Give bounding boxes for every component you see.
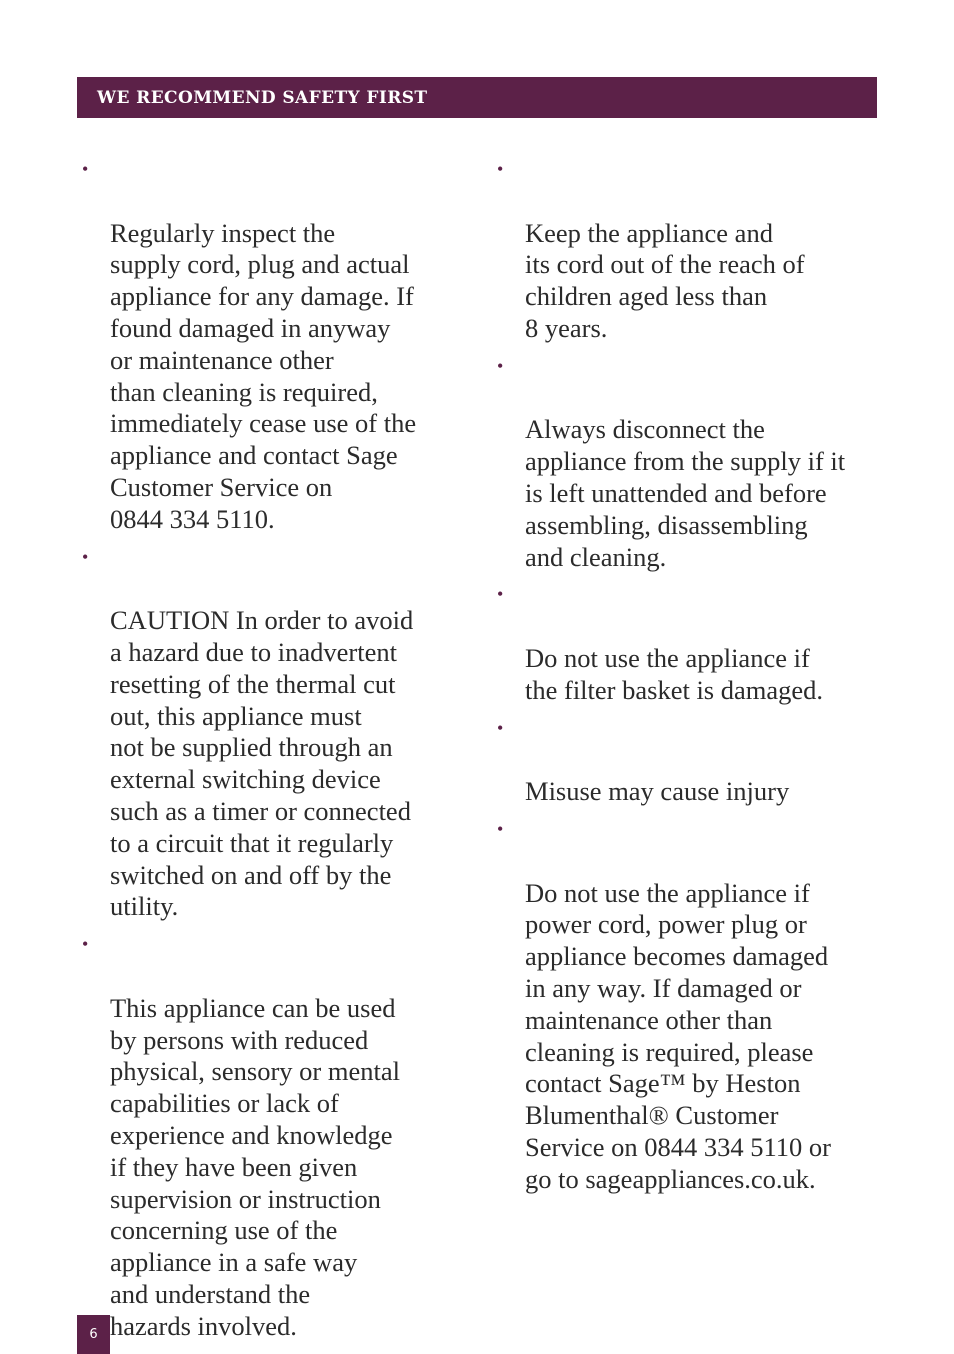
list-item — [492, 814, 877, 1196]
bullet-icon: • — [497, 159, 504, 179]
list-item-text: Do not use the appliance if power cord, power plug or appliance becomes damaged in any way. If damaged or maintenance other than cleaning is required, please contact Sage™ by Heston Blumenthal® Customer Service on 0844 334 5110 or go to sageappliances.co.uk. — [525, 877, 831, 1194]
bullet-icon: • — [82, 934, 89, 955]
list-item-text: Always disconnect the appliance from the supply if it is left unattended and before assembling, disassembling and cleaning. — [525, 414, 846, 572]
list-item — [77, 542, 457, 924]
safety-list-left — [77, 154, 457, 1342]
list-item-text: CAUTION In order to avoid a hazard due to inadvertent resetting of the thermal cut out, this appliance must not be supplied through an external switching device such as a timer or connected to a circuit that it regularly switched on and off by the utility. — [110, 605, 414, 922]
list-item-text: Keep the appliance and its cord out of the reach of children aged less than 8 years. — [525, 217, 805, 343]
list-item-text: This appliance can be used by persons with reduced physical, sensory or mental capabilities or lack of experience and knowledge if they have been given supervision or instruction concerning use of the appliance in a safe way and understand the hazards involved. — [110, 992, 400, 1341]
list-item — [492, 351, 877, 574]
section-title: WE RECOMMEND SAFETY FIRST — [97, 87, 428, 108]
bullet-icon: • — [497, 717, 504, 738]
section-header-bar — [77, 77, 877, 118]
list-item — [77, 154, 457, 536]
list-item — [492, 713, 877, 808]
list-item-text: Do not use the appliance if the filter basket is damaged. — [525, 642, 824, 705]
list-item-text: Misuse may cause injury — [525, 776, 790, 807]
bullet-icon: • — [82, 546, 89, 567]
left-column — [77, 154, 457, 1348]
bullet-icon: • — [497, 818, 504, 839]
bullet-icon: • — [82, 159, 89, 179]
list-item — [492, 579, 877, 706]
safety-list-right — [492, 154, 877, 1196]
right-column — [492, 154, 877, 1202]
page-number-badge — [77, 1315, 110, 1354]
page-number: 6 — [89, 1327, 98, 1342]
list-item — [77, 929, 457, 1342]
list-item — [492, 154, 877, 345]
list-item-text: Regularly inspect the supply cord, plug and actual appliance for any damage. If found damaged in anyway or maintenance other than cleaning is required, immediately cease use of the appliance and contact Sage Customer Service on 0844 334 5110. — [110, 217, 417, 534]
bullet-icon: • — [497, 584, 504, 605]
bullet-icon: • — [497, 355, 504, 376]
